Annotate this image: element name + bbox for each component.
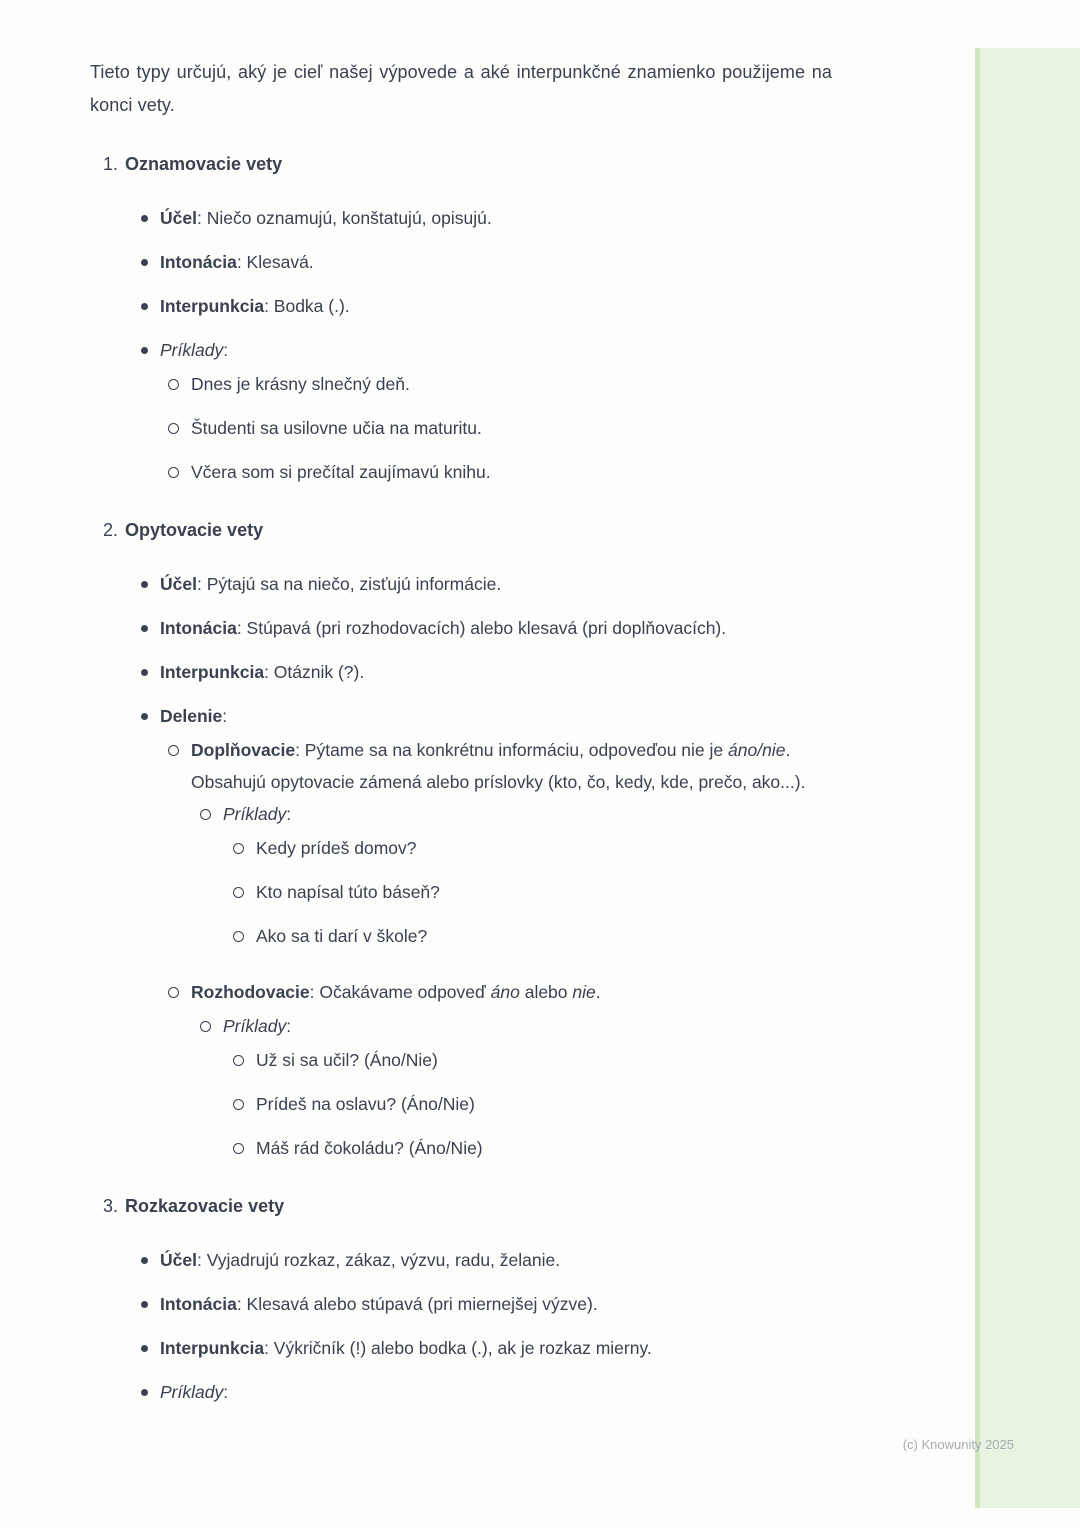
term-label: Rozhodovacie (191, 982, 310, 1002)
priklady-label: Príklady (223, 804, 287, 824)
section-3-heading (90, 1190, 1080, 1222)
bullet-priklady (90, 1010, 1080, 1042)
section-rozkazovacie-vety (90, 1190, 1080, 1408)
bullet-text (223, 1010, 291, 1042)
term-label: Účel (160, 574, 197, 594)
bullet-intonacia (90, 246, 1080, 278)
bullet-interpunkcia (90, 656, 1080, 688)
circle-bullet-icon (233, 843, 244, 854)
term-label: Interpunkcia (160, 662, 265, 682)
term-label: Účel (160, 1250, 197, 1270)
circle-bullet-icon (168, 467, 179, 478)
term-value: . Obsahujú opytovacie zámená alebo príslovky (kto, čo, kedy, kde, prečo, ako...). (191, 740, 806, 792)
term-value: : Pýtajú sa na niečo, zisťujú informácie. (196, 574, 502, 594)
bullet-ucel (90, 568, 1080, 600)
bullet-text (160, 1332, 652, 1364)
bullet-text (160, 656, 364, 688)
bullet-icon (141, 713, 148, 720)
italic-inline: áno (490, 982, 520, 1002)
section-1-heading (90, 148, 1080, 180)
bullet-icon (141, 625, 148, 632)
example-text: Máš rád čokoládu? (Áno/Nie) (256, 1138, 483, 1158)
bullet-text (160, 246, 314, 278)
example-item (90, 456, 1080, 488)
bullet-delenie (90, 700, 1080, 732)
section-3-number: 3. (103, 1196, 119, 1216)
term-label: Intonácia (160, 1294, 237, 1314)
bullet-text (160, 334, 228, 366)
term-value: : Stúpavá (pri rozhodovacích) alebo klesavá (pri doplňovacích). (236, 618, 727, 638)
term-value: alebo (519, 982, 573, 1002)
example-item (90, 920, 1080, 952)
example-item (90, 412, 1080, 444)
bullet-intonacia (90, 612, 1080, 644)
bullet-icon (141, 215, 148, 222)
bullet-text (160, 290, 350, 322)
section-oznamovacie-vety (90, 148, 1080, 488)
bullet-text (160, 1244, 560, 1276)
example-text: Študenti sa usilovne učia na maturitu. (191, 418, 482, 438)
bullet-text (160, 1376, 228, 1408)
example-text: Kto napísal túto báseň? (256, 882, 440, 902)
term-value: : Bodka (.). (264, 296, 350, 316)
bullet-text (160, 1288, 598, 1320)
bullet-icon (141, 1345, 148, 1352)
term-label: Doplňovacie (191, 740, 296, 760)
term-value: : Vyjadrujú rozkaz, zákaz, výzvu, radu, želanie. (196, 1250, 561, 1270)
bullet-text (223, 798, 291, 830)
italic-inline: áno/nie (728, 740, 786, 760)
bullet-icon (141, 581, 148, 588)
term-label: Interpunkcia (160, 296, 265, 316)
term-value: : Výkričník (!) alebo bodka (.), ak je rozkaz mierny. (264, 1338, 652, 1358)
term-label: Intonácia (160, 618, 237, 638)
intro-paragraph: Tieto typy určujú, aký je cieľ našej výpovede a aké interpunkčné znamienko použijeme na konci vety. (90, 62, 832, 115)
bullet-text (160, 612, 726, 644)
circle-bullet-icon (233, 1143, 244, 1154)
bullet-interpunkcia (90, 1332, 1080, 1364)
example-text: Už si sa učil? (Áno/Nie) (256, 1050, 438, 1070)
priklady-label: Príklady (160, 340, 224, 360)
bullet-icon (141, 347, 148, 354)
priklady-label: Príklady (160, 1382, 224, 1402)
bullet-ucel (90, 202, 1080, 234)
bullet-intonacia (90, 1288, 1080, 1320)
circle-bullet-icon (200, 809, 211, 820)
bullet-text (160, 568, 501, 600)
circle-bullet-icon (168, 987, 179, 998)
term-value: : Otáznik (?). (264, 662, 365, 682)
circle-bullet-icon (200, 1021, 211, 1032)
term-value: : (222, 706, 228, 726)
bullet-priklady (90, 798, 1080, 830)
bullet-icon (141, 1257, 148, 1264)
bullet-icon (141, 303, 148, 310)
sub-bullet-doplnovacie (90, 734, 1080, 798)
example-text: Kedy prídeš domov? (256, 838, 417, 858)
example-item (90, 832, 1080, 864)
term-label: Interpunkcia (160, 1338, 265, 1358)
bullet-text (160, 202, 492, 234)
circle-bullet-icon (233, 887, 244, 898)
section-opytovacie-vety (90, 514, 1080, 1164)
example-item (90, 368, 1080, 400)
term-value: : Pýtame sa na konkrétnu informáciu, odpoveďou nie je (295, 740, 729, 760)
section-1-number: 1. (103, 154, 119, 174)
term-value: : Niečo oznamujú, konštatujú, opisujú. (196, 208, 492, 228)
example-item (90, 876, 1080, 908)
bullet-priklady (90, 1376, 1080, 1408)
bullet-text (160, 700, 227, 732)
bullet-icon (141, 669, 148, 676)
italic-inline: nie (572, 982, 596, 1002)
priklady-colon: : (223, 340, 229, 360)
circle-bullet-icon (168, 423, 179, 434)
term-label: Účel (160, 208, 197, 228)
term-label: Intonácia (160, 252, 237, 272)
circle-bullet-icon (233, 1099, 244, 1110)
sub-bullet-text (191, 734, 831, 798)
section-2-heading (90, 514, 1080, 546)
bullet-ucel (90, 1244, 1080, 1276)
example-text: Ako sa ti darí v škole? (256, 926, 428, 946)
example-text: Včera som si prečítal zaujímavú knihu. (191, 462, 491, 482)
bullet-priklady (90, 334, 1080, 366)
example-item (90, 1088, 1080, 1120)
term-value: . (595, 982, 601, 1002)
watermark: (c) Knowunity 2025 (902, 1437, 1014, 1452)
circle-bullet-icon (168, 379, 179, 390)
circle-bullet-icon (233, 1055, 244, 1066)
example-item (90, 1132, 1080, 1164)
term-value: : Klesavá. (236, 252, 314, 272)
section-2-title: Opytovacie vety (125, 520, 264, 540)
priklady-label: Príklady (223, 1016, 287, 1036)
circle-bullet-icon (233, 931, 244, 942)
example-text: Prídeš na oslavu? (Áno/Nie) (256, 1094, 475, 1114)
sub-bullet-text (191, 976, 601, 1008)
bullet-interpunkcia (90, 290, 1080, 322)
section-1-title: Oznamovacie vety (125, 154, 283, 174)
priklady-colon: : (286, 1016, 292, 1036)
section-2-number: 2. (103, 520, 119, 540)
term-value: : Klesavá alebo stúpavá (pri miernejšej výzve). (236, 1294, 598, 1314)
example-text: Dnes je krásny slnečný deň. (191, 374, 410, 394)
term-label: Delenie (160, 706, 223, 726)
section-3-title: Rozkazovacie vety (125, 1196, 285, 1216)
term-value: : Očakávame odpoveď (309, 982, 491, 1002)
example-item (90, 1044, 1080, 1076)
bullet-icon (141, 1301, 148, 1308)
priklady-colon: : (286, 804, 292, 824)
circle-bullet-icon (168, 745, 179, 756)
sub-bullet-rozhodovacie (90, 976, 1080, 1008)
priklady-colon: : (223, 1382, 229, 1402)
bullet-icon (141, 1389, 148, 1396)
bullet-icon (141, 259, 148, 266)
